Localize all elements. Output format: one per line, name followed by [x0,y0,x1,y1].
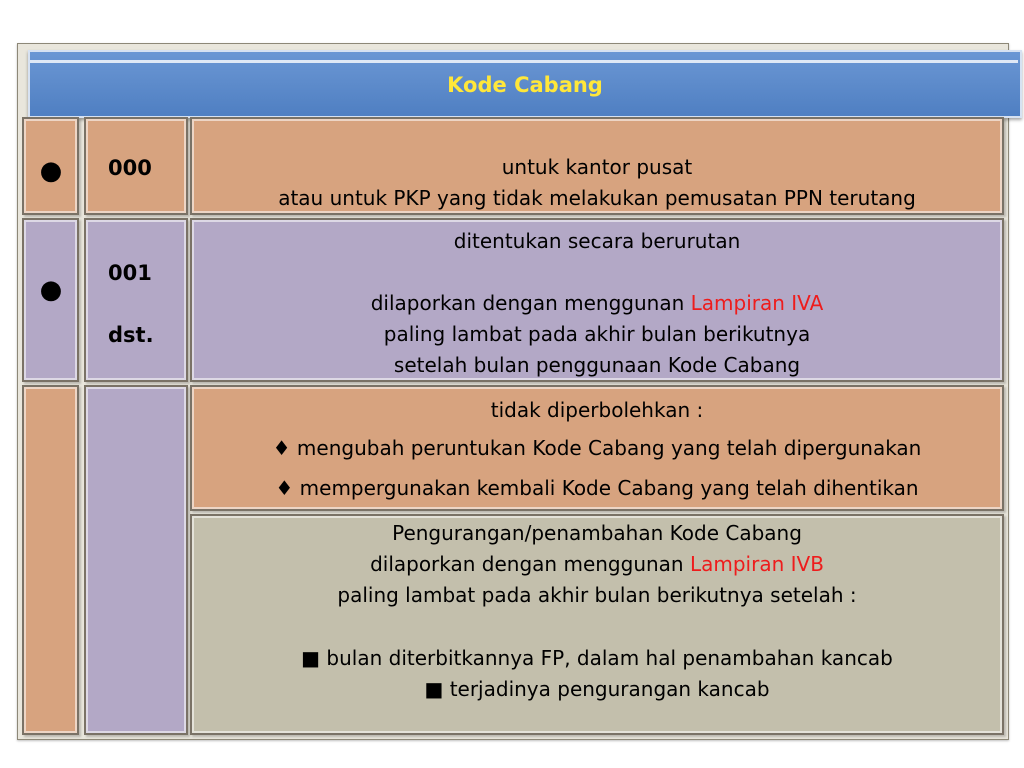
row3-bullet-cell [22,385,79,735]
row2-line2 [192,291,1002,315]
row3-description-cell [190,385,1004,511]
row4-line2-text: dilaporkan dengan menggunan [370,552,690,576]
row2-code-etc: dst. [108,323,154,347]
row3-line3: ♦ mempergunakan kembali Kode Cabang yang telah dihentikan [275,476,919,500]
row1-code-cell [84,117,188,215]
attachment-ivb-label: Lampiran IVB [689,552,824,576]
row4-line5: ■ terjadinya pengurangan kancab [424,677,770,701]
row2-bullet: ● [39,275,63,305]
header-highlight-line [30,60,1018,63]
row2-code-cell [84,218,188,382]
row3-code-cell [84,385,188,735]
row3-line1: tidak diperbolehkan : [490,398,704,422]
row1-bullet-cell [22,117,79,215]
row2-bullet-cell [22,218,79,382]
row2-code-start: 001 [108,261,152,285]
row2-description-cell [190,218,1004,382]
row1-description-cell [190,117,1004,215]
row4-line4: ■ bulan diterbitkannya FP, dalam hal penambahan kancab [301,646,893,670]
row4-line2 [192,552,1002,576]
row3-line2: ♦ mengubah peruntukan Kode Cabang yang telah dipergunakan [272,436,922,460]
row1-line1: untuk kantor pusat [501,155,693,179]
row2-line3: paling lambat pada akhir bulan berikutnya [383,322,811,346]
row2-line1: ditentukan secara berurutan [453,229,741,253]
row4-line1: Pengurangan/penambahan Kode Cabang [392,521,802,545]
row4-line3: paling lambat pada akhir bulan berikutnya setelah : [337,583,857,607]
row1-code: 000 [108,156,152,180]
row2-line4: setelah bulan penggunaan Kode Cabang [393,353,801,377]
row2-line2-text: dilaporkan dengan menggunan [370,291,691,315]
attachment-iva-label: Lampiran IVA [690,291,824,315]
page-title: Kode Cabang [447,73,603,97]
row4-description-cell [190,514,1004,735]
row1-bullet: ● [39,156,63,186]
row1-line2: atau untuk PKP yang tidak melakukan pemusatan PPN terutang [278,186,916,210]
